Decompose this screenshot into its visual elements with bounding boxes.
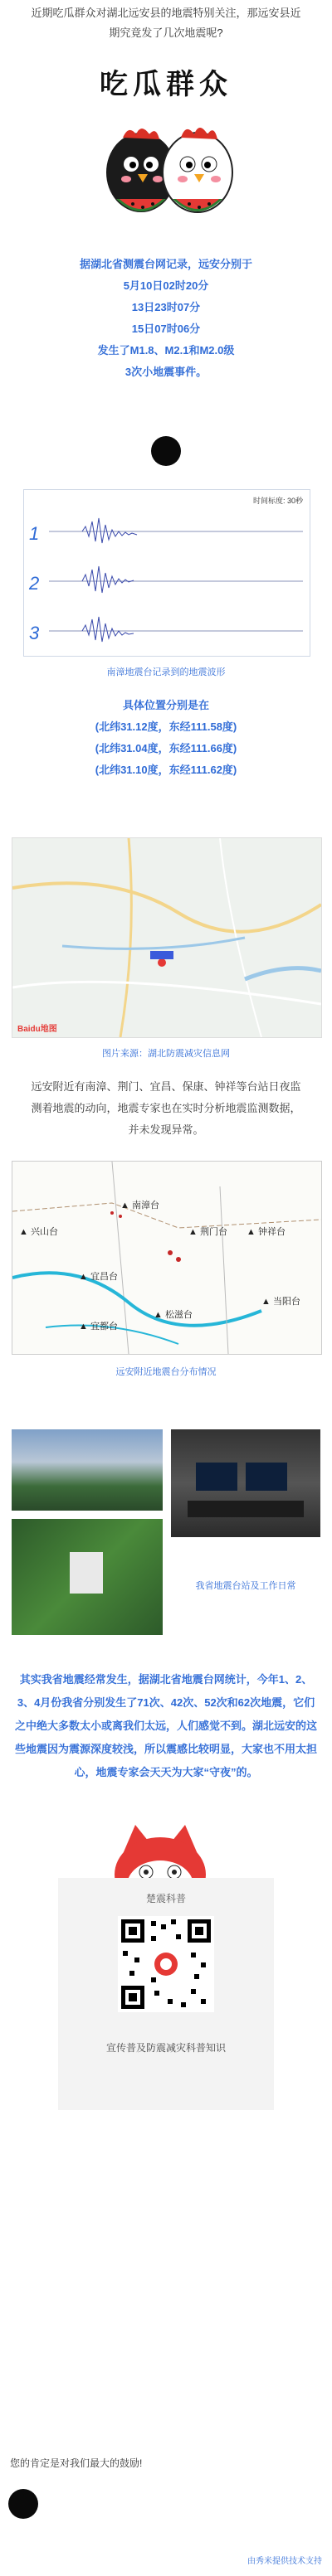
stations-line-3: 并未发现异常。	[128, 1123, 204, 1136]
waveform-label-2: 2	[29, 573, 40, 594]
baidu-map-image	[12, 837, 322, 1038]
station-label-yichang: ▲ 宜昌台	[79, 1272, 118, 1282]
station-map-caption: 远安附近地震台分布情况	[115, 1367, 217, 1377]
waveform-time-scale-label: 时间标度: 30秒	[252, 497, 303, 505]
station-label-dangyang: ▲ 当阳台	[261, 1297, 300, 1307]
qr-slogan: 宣传普及防震减灾科普知识	[105, 2042, 226, 2054]
record-line-5: 发生了M1.8、M2.1和M2.0级	[97, 344, 235, 357]
photos-caption: 我省地震台站及工作日常	[195, 1581, 296, 1591]
qr-account-name: 楚震科普	[145, 1893, 186, 1904]
intro-text	[10, 3, 322, 43]
record-line-6: 3次小地震事件。	[124, 366, 208, 378]
waveform-caption: 南漳地震台记录到的地震波形	[106, 667, 226, 677]
waveform-label-3: 3	[29, 623, 40, 643]
decorative-dot-footer	[8, 2489, 38, 2519]
stations-line-2: 测着地震的动向，地震专家也在实时分析地震监测数据，	[31, 1102, 301, 1114]
station-label-nanzhang: ▲ 南漳台	[120, 1201, 159, 1210]
map-roads-and-rivers	[12, 838, 321, 1037]
station-map-lines	[12, 1162, 321, 1354]
positions-block	[0, 695, 332, 781]
positions-title: 具体位置分别是在	[122, 699, 209, 711]
stations-paragraph	[8, 1076, 324, 1141]
record-block	[0, 254, 332, 383]
station-label-zhongxiang: ▲ 钟祥台	[247, 1227, 286, 1237]
decorative-dot	[151, 436, 181, 466]
waveform-figure	[23, 489, 310, 657]
station-label-jingmen: ▲ 荆门台	[188, 1227, 227, 1237]
position-item-1: (北纬31.12度，东经111.58度)	[95, 720, 237, 733]
record-line-3: 13日23时07分	[131, 301, 201, 313]
control-room-photo	[171, 1429, 320, 1537]
mountain-station-photo	[12, 1519, 163, 1635]
position-item-3: (北纬31.10度，东经111.62度)	[95, 764, 237, 776]
record-line-2: 5月10日02时20分	[123, 279, 209, 292]
position-item-2: (北纬31.04度，东经111.66度)	[95, 742, 237, 754]
station-label-xingshan: ▲ 兴山台	[19, 1227, 58, 1237]
summary-paragraph: 其实我省地震经常发生，据湖北省地震台网统计，今年1、2、3、4月份我省分别发生了71次、42次、52次和62次地震，它们之中绝大多数太小或离我们太远，人们感觉不到。湖北远安的这些地震因为震源深度较浅，所以震感比较明显，大家也不用太担心，地震专家会天天为大家“守夜”的。	[14, 1673, 317, 1778]
station-distribution-map	[12, 1161, 322, 1355]
logo-title: 吃瓜群众	[100, 68, 232, 101]
baidu-map-logo: Baidu地图	[17, 1025, 57, 1034]
footer-credit-link[interactable]: 由秀米提供技术支持	[247, 2557, 322, 2566]
waveform-label-1: 1	[29, 523, 40, 544]
qr-code-card	[58, 1878, 274, 2110]
map-source-caption: 图片来源：湖北防震减灾信息网	[102, 1049, 230, 1059]
record-line-1: 据湖北省测震台网记录，远安分别于	[79, 258, 252, 270]
qr-code-pattern	[118, 1916, 214, 2012]
seismic-waveform-traces	[49, 507, 303, 652]
closing-text: 您的肯定是对我们最大的鼓励!	[10, 2457, 143, 2469]
intro-line-2: 期究竟发了几次地震呢?	[109, 27, 223, 39]
record-line-4: 15日07时06分	[131, 323, 201, 335]
station-building-photo	[12, 1429, 163, 1511]
stations-line-1: 远安附近有南漳、荆门、宜昌、保康、钟祥等台站日夜监	[31, 1080, 301, 1093]
station-label-yidu: ▲ 宜都台	[79, 1322, 118, 1332]
qr-code-image[interactable]	[118, 1916, 214, 2012]
intro-line-1: 近期吃瓜群众对湖北远安县的地震特别关注，那远安县近	[31, 7, 301, 19]
station-label-songzi: ▲ 松滋台	[154, 1310, 193, 1320]
chickens-eating-watermelon-illustration	[83, 106, 249, 230]
